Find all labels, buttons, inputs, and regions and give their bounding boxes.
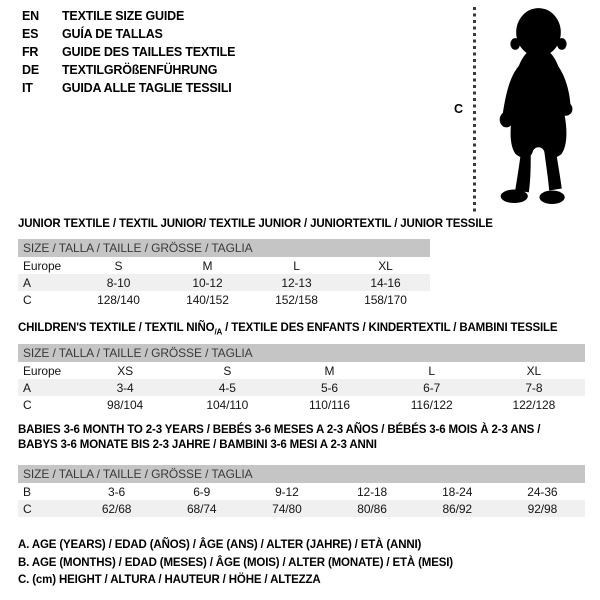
table-row <box>18 396 585 413</box>
size-cell: XL <box>526 363 542 378</box>
table-row <box>18 257 430 274</box>
section-title-babies <box>18 423 578 452</box>
row-label: C <box>23 292 32 307</box>
language-code: FR <box>22 45 39 59</box>
size-cell: 6-7 <box>381 379 483 396</box>
table-row <box>18 362 585 379</box>
language-code: DE <box>22 63 39 77</box>
footnotes <box>18 537 453 590</box>
size-table-children <box>18 344 585 413</box>
language-code: IT <box>22 81 33 95</box>
table-row <box>18 274 430 291</box>
size-cell: S <box>223 363 232 378</box>
section-title-line: BABIES 3-6 MONTH TO 2-3 YEARS / BEBÉS 3-6 MESES A 2-3 AÑOS / BÉBÉS 3-6 MOIS À 2-3 ANS / <box>18 424 541 436</box>
table-row <box>18 483 585 500</box>
size-cell: 14-16 <box>341 274 430 291</box>
language-label: TEXTILGRÖßENFÜHRUNG <box>62 63 218 77</box>
row-label: B <box>23 484 31 499</box>
height-measure-label: C <box>454 102 464 116</box>
size-cell: 122/128 <box>512 397 556 412</box>
size-cell: 24-36 <box>527 484 558 499</box>
table-header-bar: SIZE / TALLA / TAILLE / GRÖSSE / TAGLIA <box>18 465 585 483</box>
size-cell: L <box>428 363 435 378</box>
size-cell: 4-5 <box>176 379 278 396</box>
section-title-subscript: /A <box>214 327 223 337</box>
section-title-text: CHILDREN'S TEXTILE / TEXTIL NIÑO <box>18 322 215 334</box>
size-cell: 7-8 <box>483 379 585 396</box>
size-cell: 110/116 <box>309 397 350 412</box>
table-header-bar: SIZE / TALLA / TAILLE / GRÖSSE / TAGLIA <box>18 239 430 257</box>
row-label: A <box>18 274 74 291</box>
section-title-line: BABYS 3-6 MONATE BIS 2-3 JAHRE / BAMBINI 3-6 MESI A 2-3 ANNI <box>18 438 377 451</box>
language-row-it <box>22 79 235 97</box>
language-list <box>22 7 235 97</box>
size-cell: 18-24 <box>442 484 473 499</box>
size-cell: 6-9 <box>193 484 211 499</box>
table-row <box>18 291 430 308</box>
language-code: EN <box>22 9 39 23</box>
size-cell: 98/104 <box>107 397 144 412</box>
size-cell: 3-6 <box>108 484 126 499</box>
language-row-fr <box>22 43 235 61</box>
size-cell: 80/86 <box>329 500 414 517</box>
footnote-a: A. AGE (YEARS) / EDAD (AÑOS) / ÂGE (ANS) / ALTER (JAHRE) / ETÀ (ANNI) <box>18 539 422 551</box>
section-title-text: / TEXTILE DES ENFANTS / KINDERTEXTIL / BAMBINI TESSILE <box>222 322 558 334</box>
row-label: C <box>23 397 32 412</box>
size-cell: 10-12 <box>163 274 252 291</box>
size-cell: 12-13 <box>252 274 341 291</box>
footnote-c: C. (cm) HEIGHT / ALTURA / HAUTEUR / HÖHE / ALTEZZA <box>18 574 321 586</box>
language-row-de <box>22 61 235 79</box>
size-cell: 92/98 <box>500 500 585 517</box>
language-row-en <box>22 7 235 25</box>
table-header-bar: SIZE / TALLA / TAILLE / GRÖSSE / TAGLIA <box>18 344 585 362</box>
table-row <box>18 500 585 517</box>
section-title-junior: JUNIOR TEXTILE / TEXTIL JUNIOR/ TEXTILE JUNIOR / JUNIORTEXTIL / JUNIOR TESSILE <box>18 218 493 230</box>
size-cell: 12-18 <box>356 484 388 499</box>
size-cell: S <box>114 258 123 273</box>
size-cell: XL <box>378 258 393 273</box>
language-code: ES <box>22 27 39 41</box>
language-label: GUIDE DES TAILLES TEXTILE <box>62 45 236 59</box>
size-cell: 116/122 <box>410 397 453 412</box>
size-cell: 158/170 <box>364 292 407 307</box>
size-cell: 140/152 <box>186 292 229 307</box>
row-label: Europe <box>23 363 62 378</box>
row-label: Europe <box>23 258 62 273</box>
size-cell: 86/92 <box>415 500 500 517</box>
size-cell: XS <box>117 363 133 378</box>
size-cell: 5-6 <box>278 379 380 396</box>
height-dashed-line <box>473 7 476 213</box>
language-label: TEXTILE SIZE GUIDE <box>62 9 185 23</box>
size-cell: L <box>293 258 300 273</box>
section-title-children <box>18 321 557 340</box>
size-cell: 9-12 <box>275 484 299 499</box>
size-cell: 74/80 <box>244 500 329 517</box>
size-cell: 3-4 <box>74 379 176 396</box>
baby-silhouette-figure <box>448 4 590 216</box>
size-cell: 62/68 <box>74 500 159 517</box>
size-cell: 8-10 <box>74 274 163 291</box>
size-table-junior <box>18 239 430 308</box>
size-cell: 128/140 <box>97 292 140 307</box>
row-label: A <box>18 379 74 396</box>
size-cell: M <box>202 258 213 273</box>
baby-silhouette-icon <box>490 6 587 210</box>
footnote-b: B. AGE (MONTHS) / EDAD (MESES) / ÂGE (MOIS) / ALTER (MONATE) / ETÀ (MESI) <box>18 556 453 569</box>
size-cell: 68/74 <box>159 500 244 517</box>
table-row <box>18 379 585 396</box>
size-table-babies <box>18 465 585 517</box>
language-label: GUIDA ALLE TAGLIE TESSILI <box>62 81 232 95</box>
size-cell: M <box>324 363 335 378</box>
language-label: GUÍA DE TALLAS <box>62 27 163 41</box>
language-row-es <box>22 25 235 43</box>
row-label: C <box>18 500 74 517</box>
size-cell: 152/158 <box>275 292 318 307</box>
size-cell: 104/110 <box>206 397 249 412</box>
